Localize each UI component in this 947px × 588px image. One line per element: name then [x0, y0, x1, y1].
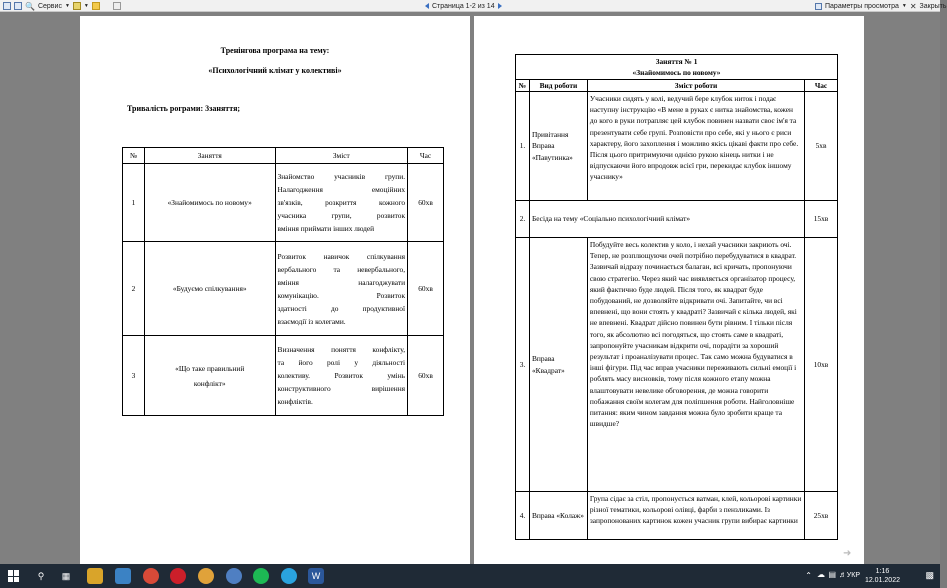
column-header: Час [805, 80, 838, 92]
page-2 [474, 16, 864, 576]
table-header-row [516, 80, 838, 92]
row-number: 2. [516, 201, 530, 238]
session-time: 60хв [408, 336, 444, 416]
content-line: зв'язків, розкриття кожного [277, 198, 406, 207]
lesson-subtitle: «Знайомимось по новому» [632, 68, 721, 77]
spotify-icon[interactable] [253, 568, 269, 584]
table-row [123, 242, 444, 336]
content-line: конфліктів. [277, 397, 313, 406]
chrome-icon[interactable] [198, 568, 214, 584]
word-icon[interactable]: W [308, 568, 324, 584]
tray-arrow-icon[interactable]: ⌃ [805, 571, 812, 580]
file-explorer-icon[interactable] [87, 568, 103, 584]
session-time: 60хв [408, 164, 444, 242]
work-time: 15хв [805, 201, 838, 238]
content-line: Визначення поняття конфлікту, [277, 345, 406, 354]
table-row [516, 492, 838, 540]
content-line: здатності до продуктивної [277, 303, 406, 313]
row-number: 3. [516, 238, 530, 492]
session-name: «Знайомимось по новому» [144, 164, 275, 242]
work-time: 5хв [805, 92, 838, 201]
session-time: 60хв [408, 242, 444, 336]
content-line: вміння налагоджувати [277, 277, 406, 287]
table-row [123, 164, 444, 242]
search-icon[interactable]: ⚲ [37, 570, 45, 581]
scroll-hint-icon: ➜ [843, 548, 852, 559]
lesson-title: Заняття № 1 [655, 57, 698, 66]
volume-icon[interactable]: ♬ [839, 570, 847, 579]
content-line: Знайомство учасників групи. [277, 172, 406, 181]
print-preview-toolbar [0, 0, 947, 12]
taskbar [0, 564, 940, 588]
table-header-row [123, 148, 444, 164]
close-icon[interactable]: ✕ [909, 1, 917, 11]
chrome-icon[interactable] [143, 568, 159, 584]
table-row [516, 238, 838, 492]
edit-icon[interactable] [113, 2, 121, 10]
chevron-down-icon[interactable]: ▼ [83, 3, 89, 9]
row-number: 2 [123, 242, 145, 336]
page-1 [80, 16, 470, 576]
chevron-down-icon[interactable]: ▼ [64, 3, 70, 9]
column-header: № [123, 148, 145, 164]
column-header: Час [408, 148, 444, 164]
page-setup-icon[interactable] [73, 2, 81, 10]
row-number: 1 [123, 164, 145, 242]
document-title: Тренінгова програма на тему: [220, 46, 330, 55]
column-header: Зміст [275, 148, 408, 164]
page-indicator: Страница 1-2 из 14 [432, 2, 495, 10]
save-icon[interactable] [3, 2, 11, 10]
content-line: колективу. Розвиток умінь [277, 371, 406, 380]
lesson-table [515, 54, 838, 540]
session-name: «Що таке правильний конфлікт» [144, 336, 275, 416]
document-subtitle: «Психологічний клімат у колективі» [208, 66, 342, 75]
work-type: Вправа «Квадрат» [529, 238, 587, 492]
opera-icon[interactable] [170, 568, 186, 584]
session-content [275, 242, 408, 336]
session-content [275, 336, 408, 416]
work-content: Група сідає за стіл, пропонується ватман, клей, кольорові картинки різної тематики, кольорові олівці, фарби з пензликами. Із запропонованих картинок кожен учасник групи вибирає картинки [587, 492, 804, 540]
store-icon[interactable] [115, 568, 131, 584]
view-options-button[interactable]: Параметры просмотра [825, 2, 899, 10]
session-name: «Будуємо спілкування» [144, 242, 275, 336]
work-time: 10хв [805, 238, 838, 492]
row-number: 4. [516, 492, 530, 540]
clock-date: 12.01.2022 [864, 577, 900, 584]
network-icon[interactable]: ▤ [828, 570, 836, 579]
table-title-row [516, 55, 838, 80]
content-line: учасника групи, розвиток [277, 211, 406, 220]
column-header: Зміст роботи [587, 80, 804, 92]
search-icon[interactable]: 🔍 [25, 1, 35, 11]
print-icon[interactable] [14, 2, 22, 10]
session-content [275, 164, 408, 242]
row-number: 3 [123, 336, 145, 416]
column-header: Вид роботи [529, 80, 587, 92]
clock-time: 1:16 [875, 568, 890, 575]
input-language[interactable]: УКР [846, 572, 860, 579]
sessions-table [122, 147, 444, 416]
service-menu[interactable]: Сервис [37, 2, 62, 10]
content-line: Розвиток навичок спілкування [277, 251, 406, 261]
next-page-icon[interactable] [498, 3, 502, 9]
work-type: Вправа «Колаж» [529, 492, 587, 540]
content-line: вербального та невербального, [277, 264, 406, 274]
table-row [516, 201, 838, 238]
work-content: Побудуйте весь колектив у коло, і нехай учасники закриють очі. Тепер, не розплющуючи очей потрібно перебудуватися в квадрат. Зазвичай відразу починається балаган, всі кричать, пропонуючи свою стратегію. Через який час виявляється організатор процесу, який фактично буде людей. Після того, як квадрат буде побудований, не дозволяйте відкривати очі. Запитайте, чи всі впевнені, що вони стоять у квадраті? Зазвичай є кілька людей, які не впевнені. Квадрат дійсно повинен бути рівним. І тільки після того, як абсолютно всі погодяться, що стоять саме в квадраті, запропонуйте учасникам відкрити очі, порадіти за хороший результат і проаналізувати процес. Так само можна будуватися в інші фігури. Під час вправ учасники переживають сильні емоції і роблять масу висновків, тому після кожного етапу можна влаштовувати невелике обговорення, де можна говорити побажання своїм колегам для поліпшення роботи. Найголовніше питання: яким чином завдання можна було зробити краще та швидше? [587, 238, 804, 492]
chevron-down-icon[interactable]: ▼ [901, 3, 907, 9]
column-header: № [516, 80, 530, 92]
clock[interactable] [865, 567, 900, 585]
content-line: та його ролі у діяльності [277, 358, 406, 367]
telegram-icon[interactable] [281, 568, 297, 584]
content-line: Налагодження емоційних [277, 185, 406, 194]
table-row [516, 92, 838, 201]
work-content: Учасники сидять у колі, ведучий бере клубок ниток і подає наступну інструкцію «В мене в руках є нитка знайомства, кожен до кого в руки потрапляє цей клубок повинен назвати своє ім'я та презентувати себе групі. Розповісти про себе, які у нього є риси характеру, його захоплення і можливо якісь цікаві факти про себе. Після цього притримуючи однією рукою кінець нитки і не відпускаючи його впродовж всієї гри, перекидає клубок іншому учаснику» [587, 92, 804, 201]
row-number: 1. [516, 92, 530, 201]
previous-page-icon[interactable] [425, 3, 429, 9]
content-line: взаємодії із колегами. [277, 316, 346, 326]
content-line: конструктивного вирішення [277, 384, 406, 393]
windows-start-icon[interactable] [8, 570, 20, 582]
content-line: вміння приймати інших людей [277, 224, 375, 233]
work-time: 25хв [805, 492, 838, 540]
work-type: Бесіда на тему «Соціально психологічний клімат» [529, 201, 804, 238]
view-options-icon[interactable] [815, 3, 822, 10]
work-type: Привітання Вправа «Павутинка» [529, 92, 587, 201]
notifications-icon[interactable]: ▩ [925, 570, 934, 580]
document-viewer[interactable] [0, 12, 940, 564]
chrome-icon[interactable] [226, 568, 242, 584]
folder-icon[interactable] [92, 2, 100, 10]
content-line: комунікацію. Розвиток [277, 290, 406, 300]
lesson-title-cell [516, 55, 838, 80]
program-duration: Тривалість рограми: 3заняття; [127, 104, 241, 113]
close-button[interactable]: Закрыть [919, 2, 947, 10]
table-row [123, 336, 444, 416]
column-header: Заняття [144, 148, 275, 164]
task-view-icon[interactable]: ▦ [61, 570, 71, 581]
cloud-icon[interactable]: ☁ [817, 570, 825, 579]
